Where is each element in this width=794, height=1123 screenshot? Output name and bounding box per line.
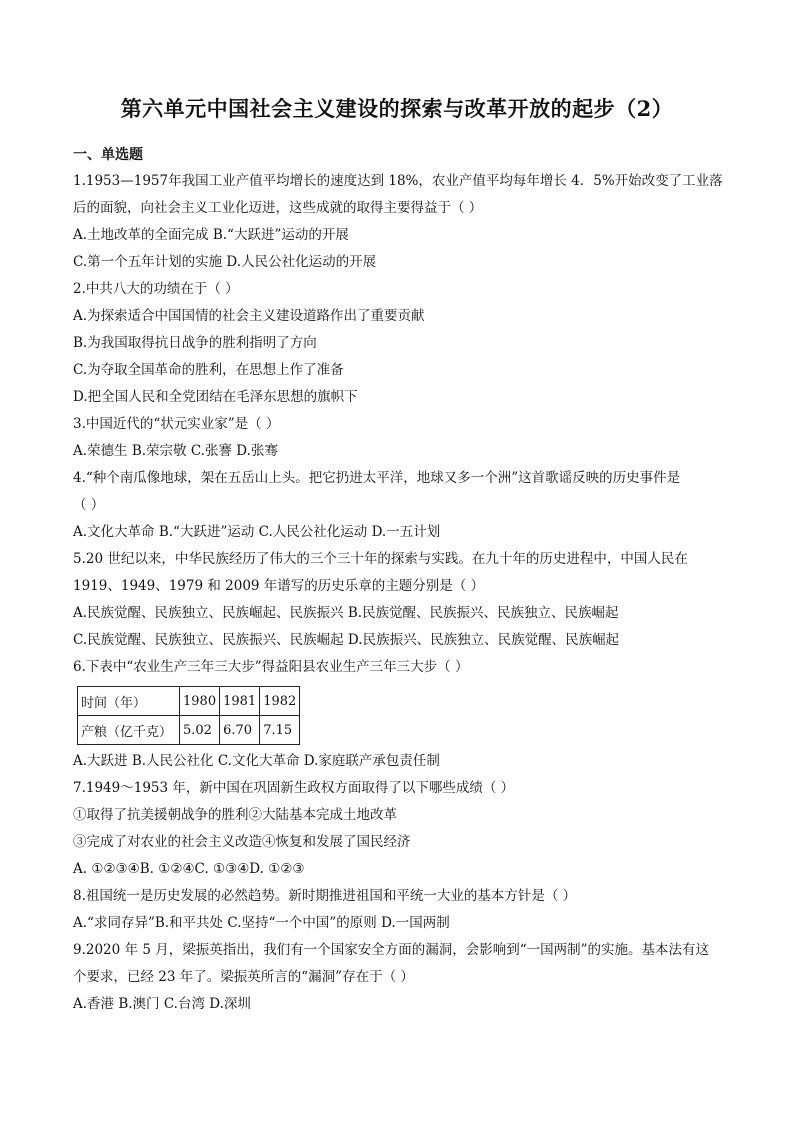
text-line: D.把全国人民和全党团结在毛泽东思想的旗帜下 <box>73 389 358 405</box>
text-line: A.为探索适合中国国情的社会主义建设道路作出了重要贡献 <box>73 308 425 324</box>
text-line: A.“求同存异”B.和平共处 C.坚持“一个中国”的原则 D.一国两制 <box>73 915 450 931</box>
text-line: ③完成了对农业的社会主义改造④恢复和发展了国民经济 <box>73 834 411 850</box>
question-list <box>73 168 733 1018</box>
text-line: B.为我国取得抗日战争的胜利指明了方向 <box>73 335 317 351</box>
text-line: A.民族觉醒、民族独立、民族崛起、民族振兴 B.民族觉醒、民族振兴、民族独立、民族崛起 <box>73 605 619 621</box>
text-line: ①取得了抗美援朝战争的胜利②大陆基本完成土地改革 <box>73 807 397 823</box>
page-title: 第六单元中国社会主义建设的探索与改革开放的起步（2） <box>120 96 674 121</box>
text-line: C.民族觉醒、民族独立、民族振兴、民族崛起 D.民族振兴、民族独立、民族觉醒、民族崛起 <box>73 632 620 648</box>
text-line: A.大跃进 B.人民公社化 C.文化大革命 D.家庭联产承包责任制 <box>73 753 440 769</box>
table-cell: 时间（年） <box>78 687 180 716</box>
table-cell: 6.70 <box>220 716 260 745</box>
table-cell: 产粮（亿千克） <box>78 716 180 745</box>
text-line: 4.“种个南瓜像地球，架在五岳山上头。把它扔进太平洋，地球又多一个洲”这首歌谣反映的历史事件是 <box>73 470 681 486</box>
text-line: A.荣德生 B.荣宗敬 C.张謇 D.张骞 <box>73 443 278 459</box>
text-line: 9.2020 年 5 月，梁振英指出，我们有一个国家安全方面的漏洞，会影响到“一国两制”的实施。基本法有这 <box>73 942 710 958</box>
text-line: （ ） <box>73 497 105 513</box>
text-line: C.为夺取全国革命的胜利，在思想上作了准备 <box>73 362 344 378</box>
text-line: C.第一个五年计划的实施 D.人民公社化运动的开展 <box>73 254 377 270</box>
table-cell: 1980 <box>180 687 220 716</box>
text-line: 1.1953—1957年我国工业产值平均增长的速度达到 18%，农业产值平均每年增长 4．5%开始改变了工业落 <box>73 173 723 189</box>
text-line: A.香港 B.澳门 C.台湾 D.深圳 <box>73 996 251 1012</box>
text-line: 2.中共八大的功绩在于（ ） <box>73 281 239 297</box>
text-line: 5.20 世纪以来，中华民族经历了伟大的三个三十年的探索与实践。在九十年的历史进程中，中国人民在 <box>73 551 688 567</box>
text-line: A.土地改革的全面完成 B.“大跃进”运动的开展 <box>73 227 349 243</box>
text-line: A. ①②③④B. ①②④C. ①③④D. ①②③ <box>73 861 305 877</box>
text-line: 7.1949～1953 年，新中国在巩固新生政权方面取得了以下哪些成绩（ ） <box>73 780 515 796</box>
table-cell: 7.15 <box>260 716 300 745</box>
table-cell: 1982 <box>260 687 300 716</box>
table-cell: 1981 <box>220 687 260 716</box>
table-cell: 5.02 <box>180 716 220 745</box>
text-line: 后的面貌，向社会主义工业化迈进，这些成就的取得主要得益于（ ） <box>73 200 483 216</box>
text-line: A.文化大革命 B.“大跃进”运动 C.人民公社化运动 D.一五计划 <box>73 524 441 540</box>
text-line: 8.祖国统一是历史发展的必然趋势。新时期推进祖国和平统一大业的基本方针是（ ） <box>73 888 577 904</box>
text-line: 6.下表中“农业生产三年三大步”得益阳县农业生产三年三大步（ ） <box>73 659 469 675</box>
text-line: 1919、1949、1979 和 2009 年谱写的历史乐章的主题分别是（ ） <box>73 578 485 594</box>
text-line: 3.中国近代的“状元实业家”是（ ） <box>73 416 280 432</box>
questions-before-table <box>73 168 733 681</box>
table-row <box>78 716 300 745</box>
questions-after-table <box>73 748 733 1018</box>
text-line: 个要求，已经 23 年了。梁振英所言的“漏洞”存在于（ ） <box>73 969 414 985</box>
section-heading: 一、单选题 <box>73 147 143 163</box>
table-row <box>78 687 300 716</box>
data-table-wrapper <box>77 686 737 748</box>
data-table <box>77 686 300 745</box>
